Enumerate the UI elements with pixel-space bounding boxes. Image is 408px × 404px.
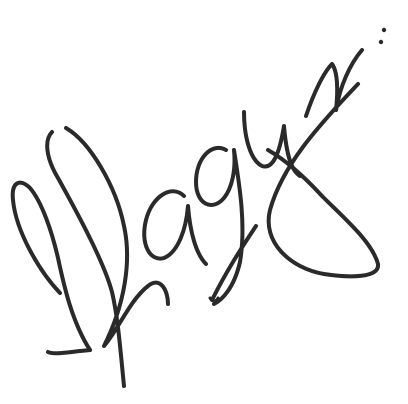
ink-dot-1 <box>382 28 386 32</box>
ink-dot-2 <box>379 40 383 44</box>
signature-strokes <box>13 28 386 386</box>
stroke-g <box>196 148 242 304</box>
stroke-a <box>144 191 206 264</box>
stroke-h <box>66 128 168 346</box>
stroke-n <box>306 50 362 116</box>
stroke-s-tail <box>48 350 90 353</box>
stroke-flourish <box>268 84 378 276</box>
stroke-s-upper-loop <box>13 183 90 350</box>
stroke-dash <box>212 226 256 300</box>
